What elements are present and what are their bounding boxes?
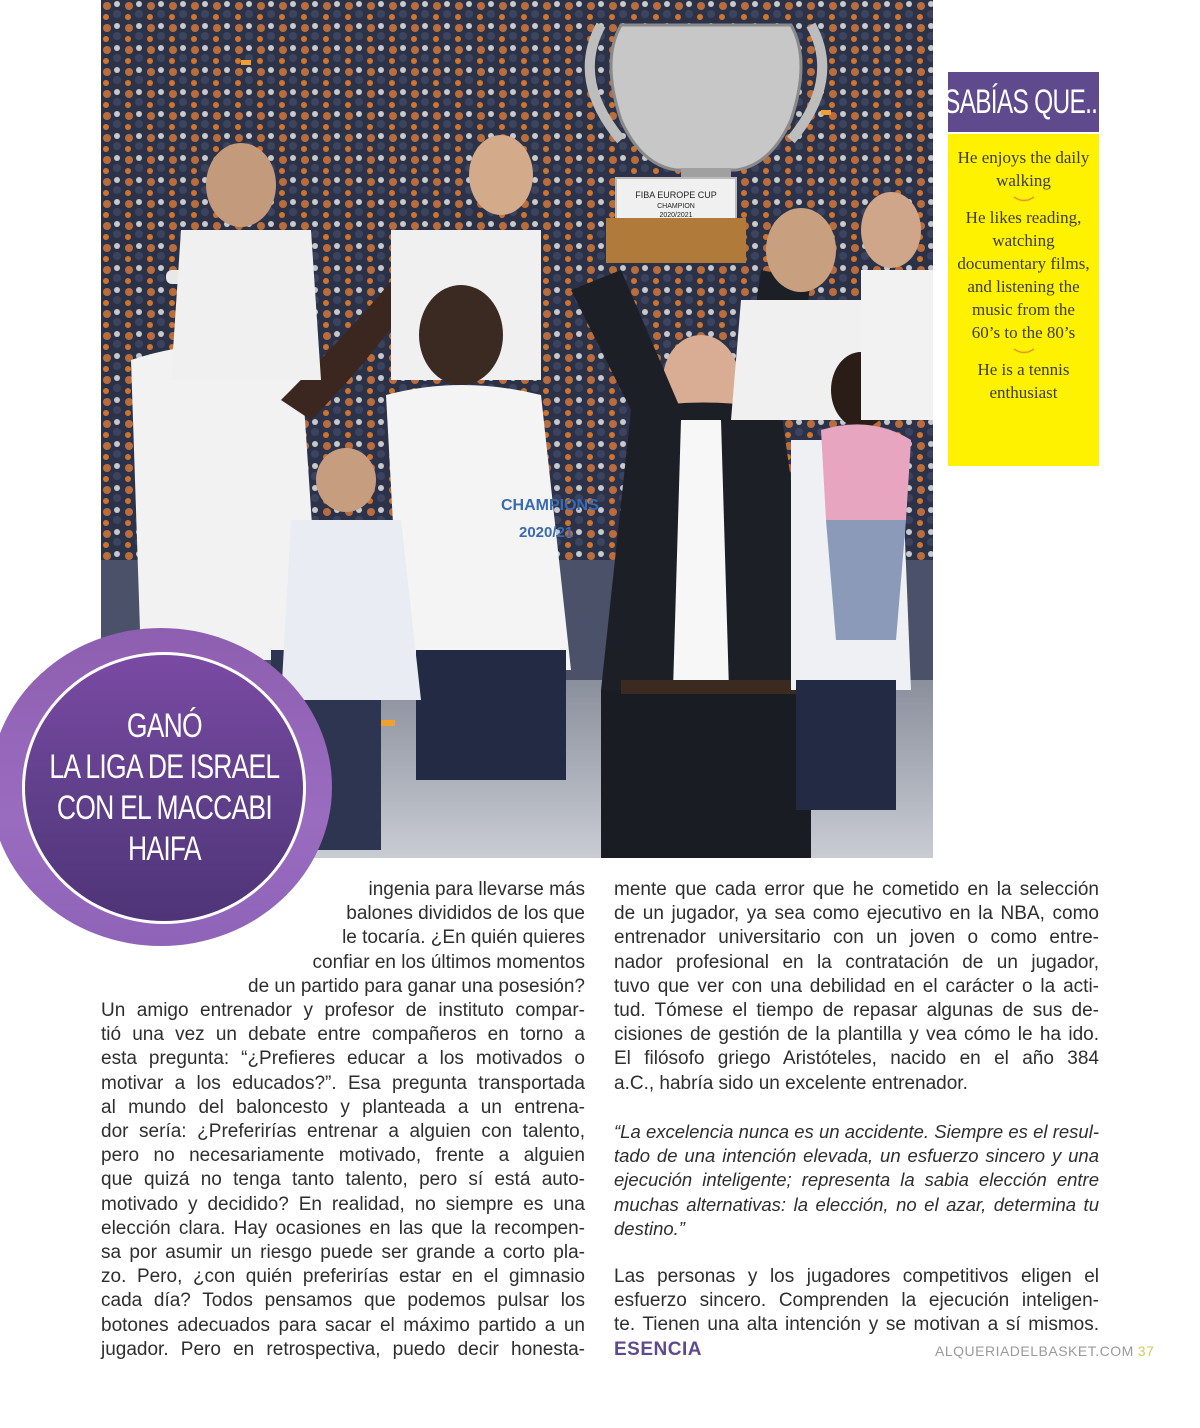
text-line: elección clara. Hay ocasiones en las que la recompen- <box>101 1217 585 1239</box>
callout-line-2: LA LIGA DE ISRAEL <box>49 748 279 786</box>
text-line: al mundo del baloncesto y planteada a un entrena- <box>101 1096 585 1118</box>
quote-line: ejecución inteligente; representa la sabia elección entre <box>614 1169 1099 1191</box>
text-line: El filósofo griego Aristóteles, nacido en el año 384 <box>614 1048 1099 1070</box>
text-line: balones divididos de los que <box>346 903 585 925</box>
text-line: Las personas y los jugadores competitivos eligen el <box>614 1266 1099 1287</box>
text-line: le tocaría. ¿En quién quieres <box>342 927 585 949</box>
text-line: zo. Pero, ¿con quién preferirías estar en el gimnasio <box>101 1266 585 1288</box>
quote-line: “La excelencia nunca es un accidente. Siempre es el resul- <box>614 1121 1099 1142</box>
text-line: dor sería: ¿Preferirías entrenar a alguien con talento, <box>101 1121 585 1143</box>
page-number: 37 <box>1137 1343 1155 1359</box>
article-col1-body <box>101 999 585 1362</box>
text-line: que quizá no tenga tanto talento, pero sí está auto- <box>101 1169 585 1191</box>
callout-text <box>49 706 279 870</box>
text-line: jugador. Pero en retrospectiva, puedo decir honesta- <box>101 1338 585 1360</box>
smile-divider-icon <box>1011 344 1037 358</box>
quote-line: muchas alternativas: la elección, no el azar, determina tu <box>614 1193 1099 1215</box>
shirt-text-1: CHAMPIONS <box>501 497 599 514</box>
article-quote <box>614 1120 1099 1241</box>
text-line: confiar en los últimos momentos <box>312 951 585 973</box>
text-line: mente que cada error que he cometido en la selección <box>614 879 1099 900</box>
sidebar-facts-box <box>948 134 1099 466</box>
article-col2-para1 <box>614 878 1099 1096</box>
sidebar-title-text: SABÍAS QUE... <box>943 82 1104 121</box>
text-line: ingenia para llevarse más <box>368 879 585 900</box>
page-footer <box>935 1343 1154 1359</box>
text-line: entrenador universitario con un joven o como entre- <box>614 927 1099 949</box>
quote-line: tado de una intención elevada, un esfuerzo sincero y una <box>614 1145 1099 1167</box>
sidebar-title <box>943 72 1104 132</box>
text-line: pero no necesariamente motivado, frente a alguien <box>101 1145 585 1167</box>
text-line: motivar a los educados?”. Esa pregunta transportada <box>101 1072 585 1094</box>
sidebar-fact-3: He is a tennis enthusiast <box>977 360 1070 402</box>
text-line: cada día? Todos pensamos que podemos pulsar los <box>101 1290 585 1312</box>
callout-line-3: CON EL MACCABI <box>56 789 272 827</box>
shirt-text-2: 2020/21 <box>519 524 574 541</box>
sidebar-fact-2: He likes reading, watching documentary films, and listening the music from the 60’s to the 80’s <box>957 208 1090 342</box>
signature: ESENCIA <box>614 1338 702 1360</box>
text-line: tuvo que ver con una debilidad en el carácter o la acti- <box>614 975 1099 997</box>
text-line: tió una vez un debate entre compañeros en torno a <box>101 1024 585 1046</box>
text-line: cisiones de gestión de la plantilla y vea cómo le ha ido. <box>614 1024 1099 1046</box>
text-line: a.C., habría sido un excelente entrenador. <box>614 1072 968 1094</box>
text-line: de un jugador, ya sea como ejecutivo en la NBA, como <box>614 903 1099 925</box>
sidebar-fact-1: He enjoys the daily walking <box>957 148 1090 190</box>
text-line: nador profesional en la contratación de un jugador, <box>614 951 1099 973</box>
text-line: esfuerzo sincero. Comprenden la ejecución inteligen- <box>614 1290 1099 1312</box>
text-line: sa por asumir un riesgo puede ser grande a corto pla- <box>101 1242 585 1264</box>
text-line: esta pregunta: “¿Prefieres educar a los motivados o <box>101 1048 585 1070</box>
callout-line-4: HAIFA <box>127 830 201 868</box>
text-line: motivado y decidido? En realidad, no siempre es una <box>101 1193 585 1215</box>
trophy-caption-3: 2020/2021 <box>659 212 693 219</box>
text-line: tud. Tómese el tiempo de repasar algunas de sus de- <box>614 1000 1099 1022</box>
smile-divider-icon <box>1011 192 1037 206</box>
text-line: Un amigo entrenador y profesor de instituto compar- <box>101 1000 585 1021</box>
trophy-caption-1: FIBA EUROPE CUP <box>635 190 717 200</box>
text-line: te. Tienen una alta intención y se motivan a sí mismos. <box>614 1314 1099 1336</box>
trophy-caption-2: CHAMPION <box>657 203 695 210</box>
text-line: botones adecuados para sacar el máximo partido a un <box>101 1314 585 1336</box>
article-col1-intro <box>200 878 585 999</box>
quote-line: destino.” <box>614 1217 685 1239</box>
text-line: de un partido para ganar una posesión? <box>248 975 585 997</box>
callout-line-1: GANÓ <box>126 707 202 745</box>
site-name: ALQUERIADELBASKET.COM <box>935 1343 1134 1359</box>
